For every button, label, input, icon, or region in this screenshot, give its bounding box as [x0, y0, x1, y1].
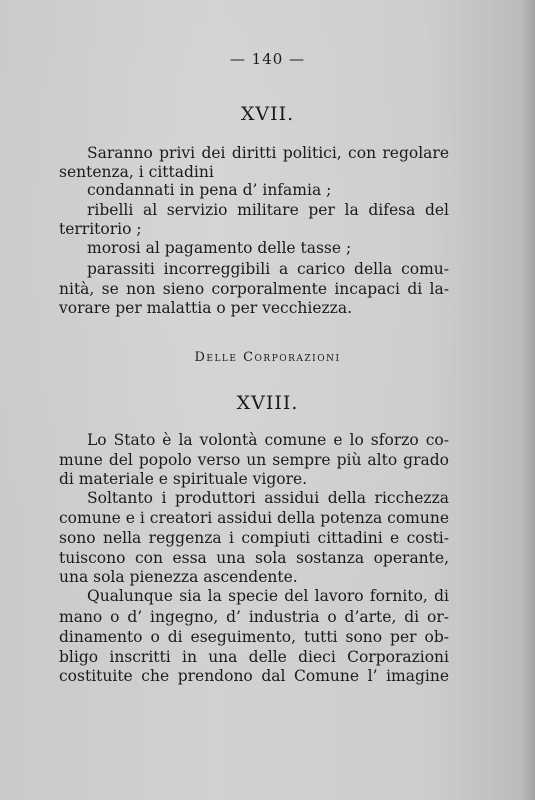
article-heading-xviii: XVIII.: [236, 392, 299, 414]
text-line: mune del popolo verso un sempre più alto grado: [59, 451, 449, 469]
text-line: condannati in pena d’ infamia ;: [87, 181, 332, 199]
text-line: Soltanto i produttori assidui della ricchezza: [87, 489, 449, 507]
text-line: vorare per malattia o per vecchiezza.: [59, 299, 352, 317]
text-line: di materiale e spirituale vigore.: [59, 470, 308, 488]
text-line: una sola pienezza ascendente.: [59, 568, 298, 586]
text-line: mano o d’ ingegno, d’ industria o d’arte, di or-: [59, 608, 449, 626]
text-line: ribelli al servizio militare per la difesa del: [87, 201, 449, 219]
text-line: nità, se non sieno corporalmente incapaci di la-: [59, 280, 449, 298]
article-heading-xvii: XVII.: [240, 103, 295, 125]
text-line: territorio ;: [59, 220, 142, 238]
text-line: sentenza, i cittadini: [59, 163, 214, 181]
text-line: Qualunque sia la specie del lavoro fornito, di: [87, 587, 449, 605]
text-line: Lo Stato è la volontà comune e lo sforzo co-: [87, 431, 449, 449]
text-line: tuiscono con essa una sola sostanza operante,: [59, 549, 449, 567]
text-line: dinamento o di eseguimento, tutti sono per ob-: [59, 628, 449, 646]
text-line: parassiti incorreggibili a carico della comu-: [87, 260, 449, 278]
section-title: Delle Corporazioni: [194, 350, 341, 365]
text-line: bligo inscritti in una delle dieci Corporazioni: [59, 648, 449, 666]
page-number: — 140 —: [229, 50, 306, 68]
text-line: costituite che prendono dal Comune l’ imagine: [59, 667, 449, 685]
text-line: comune e i creatori assidui della potenza comune: [59, 509, 450, 527]
text-line: Saranno privi dei diritti politici, con regolare: [87, 144, 449, 162]
text-line: morosi al pagamento delle tasse ;: [87, 239, 352, 257]
text-line: sono nella reggenza i compiuti cittadini e costi-: [59, 529, 449, 547]
